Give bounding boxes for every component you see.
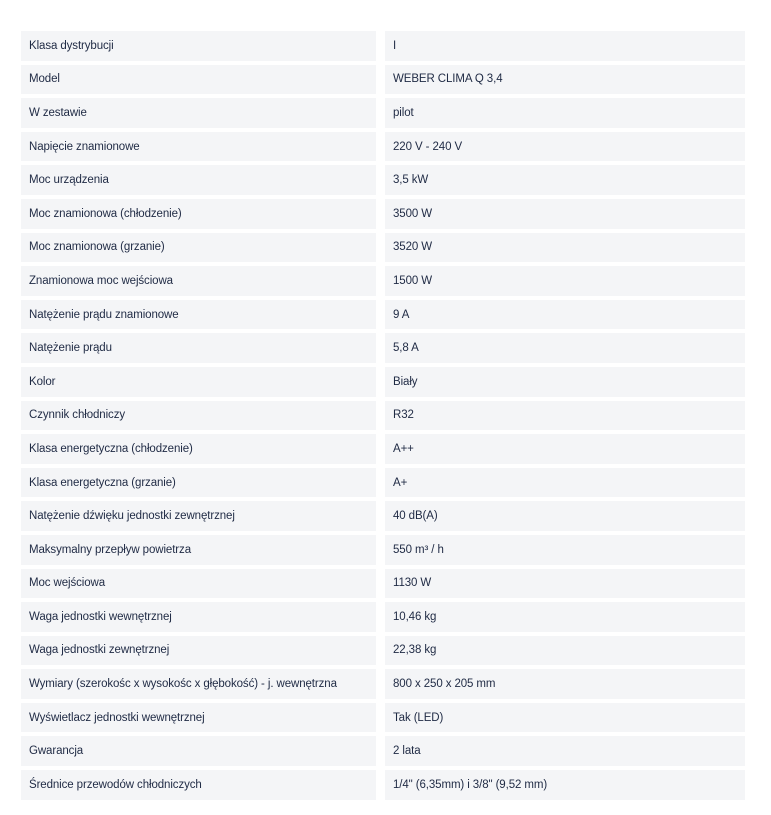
spec-row [21, 333, 745, 363]
spec-row [21, 736, 745, 766]
spec-row [21, 65, 745, 95]
spec-value: 1/4" (6,35mm) i 3/8" (9,52 mm) [385, 770, 745, 800]
spec-row [21, 501, 745, 531]
spec-value: Biały [385, 367, 745, 397]
spec-value: 40 dB(A) [385, 501, 745, 531]
spec-value: 5,8 A [385, 333, 745, 363]
spec-label: Wyświetlacz jednostki wewnętrznej [21, 703, 376, 733]
spec-row [21, 401, 745, 431]
spec-row [21, 367, 745, 397]
spec-value: WEBER CLIMA Q 3,4 [385, 65, 745, 95]
spec-row [21, 31, 745, 61]
spec-value: A+ [385, 468, 745, 498]
spec-value: 550 m³ / h [385, 535, 745, 565]
spec-label: Średnice przewodów chłodniczych [21, 770, 376, 800]
spec-label: W zestawie [21, 98, 376, 128]
spec-label: Znamionowa moc wejściowa [21, 266, 376, 296]
spec-label: Natężenie dźwięku jednostki zewnętrznej [21, 501, 376, 531]
spec-row [21, 535, 745, 565]
spec-label: Natężenie prądu znamionowe [21, 300, 376, 330]
spec-row [21, 165, 745, 195]
spec-row [21, 636, 745, 666]
spec-row [21, 569, 745, 599]
spec-label: Maksymalny przepływ powietrza [21, 535, 376, 565]
spec-value: A++ [385, 434, 745, 464]
spec-label: Waga jednostki wewnętrznej [21, 602, 376, 632]
spec-label: Klasa energetyczna (chłodzenie) [21, 434, 376, 464]
spec-label: Gwarancja [21, 736, 376, 766]
spec-value: 2 lata [385, 736, 745, 766]
spec-row [21, 300, 745, 330]
spec-label: Waga jednostki zewnętrznej [21, 636, 376, 666]
spec-value: 800 x 250 x 205 mm [385, 669, 745, 699]
spec-label: Natężenie prądu [21, 333, 376, 363]
spec-row [21, 199, 745, 229]
spec-row [21, 132, 745, 162]
spec-row [21, 602, 745, 632]
spec-label: Wymiary (szerokośc x wysokośc x głębokość) - j. wewnętrzna [21, 669, 376, 699]
spec-value: 10,46 kg [385, 602, 745, 632]
spec-value: 1130 W [385, 569, 745, 599]
spec-label: Kolor [21, 367, 376, 397]
spec-value: 1500 W [385, 266, 745, 296]
spec-row [21, 669, 745, 699]
spec-value: 9 A [385, 300, 745, 330]
spec-label: Moc urządzenia [21, 165, 376, 195]
spec-value: pilot [385, 98, 745, 128]
spec-row [21, 703, 745, 733]
spec-row [21, 233, 745, 263]
spec-label: Napięcie znamionowe [21, 132, 376, 162]
spec-row [21, 434, 745, 464]
spec-label: Klasa energetyczna (grzanie) [21, 468, 376, 498]
spec-row [21, 468, 745, 498]
spec-value: 3520 W [385, 233, 745, 263]
spec-value: 22,38 kg [385, 636, 745, 666]
spec-value: Tak (LED) [385, 703, 745, 733]
spec-label: Czynnik chłodniczy [21, 401, 376, 431]
spec-value: 220 V - 240 V [385, 132, 745, 162]
spec-row [21, 770, 745, 800]
spec-value: I [385, 31, 745, 61]
spec-label: Klasa dystrybucji [21, 31, 376, 61]
spec-label: Moc znamionowa (grzanie) [21, 233, 376, 263]
spec-label: Moc znamionowa (chłodzenie) [21, 199, 376, 229]
spec-value: 3,5 kW [385, 165, 745, 195]
spec-row [21, 98, 745, 128]
spec-value: 3500 W [385, 199, 745, 229]
specification-table [21, 31, 745, 804]
spec-label: Model [21, 65, 376, 95]
spec-value: R32 [385, 401, 745, 431]
spec-row [21, 266, 745, 296]
spec-label: Moc wejściowa [21, 569, 376, 599]
